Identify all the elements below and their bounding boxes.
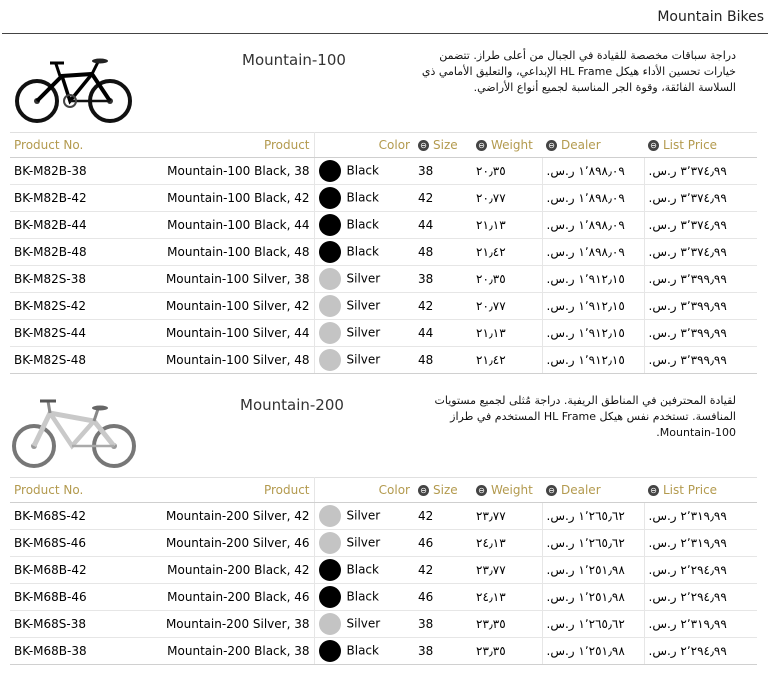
color-swatch [319, 160, 341, 182]
col-header-product-no[interactable]: Product No. [10, 133, 102, 158]
sort-icon[interactable]: ⊖ [476, 485, 487, 496]
product-cell: Mountain-200 Silver, 42 [102, 503, 314, 530]
color-label: Black [346, 244, 379, 259]
weight-cell: ٢٣٫٣٥ [472, 638, 542, 665]
product-no-cell: BK-M82S-48 [10, 347, 102, 374]
size-cell: 46 [414, 584, 472, 611]
color-swatch [319, 322, 341, 344]
sort-icon[interactable]: ⊖ [476, 140, 487, 151]
list-price-cell: ٣٬٣٩٩٫٩٩ ر.س.‏ [644, 347, 757, 374]
size-cell: 38 [414, 266, 472, 293]
col-header-color[interactable]: Color [314, 478, 414, 503]
list-price-cell: ٢٬٣١٩٫٩٩ ر.س.‏ [644, 503, 757, 530]
color-swatch [319, 559, 341, 581]
weight-cell: ٢٣٫٧٧ [472, 503, 542, 530]
weight-cell: ٢٠٫٧٧ [472, 293, 542, 320]
color-swatch [319, 586, 341, 608]
color-label: Silver [346, 325, 381, 340]
product-no-cell: BK-M82B-48 [10, 239, 102, 266]
color-swatch [319, 268, 341, 290]
product-no-cell: BK-M68S-42 [10, 503, 102, 530]
table-row[interactable] [10, 185, 757, 212]
size-cell: 38 [414, 158, 472, 185]
color-swatch [319, 532, 341, 554]
dealer-price-cell: ١٬٩١٢٫١٥ ر.س.‏ [542, 347, 644, 374]
dealer-price-cell: ١٬٨٩٨٫٠٩ ر.س.‏ [542, 239, 644, 266]
color-cell [314, 212, 414, 239]
col-header-label: Weight [491, 483, 533, 497]
product-cell: Mountain-200 Silver, 46 [102, 530, 314, 557]
product-no-cell: BK-M68S-38 [10, 611, 102, 638]
list-price-cell: ٣٬٣٧٤٫٩٩ ر.س.‏ [644, 239, 757, 266]
size-cell: 46 [414, 530, 472, 557]
col-header-label: Dealer [561, 138, 601, 152]
dealer-price-cell: ١٬٢٦٥٫٦٢ ر.س.‏ [542, 611, 644, 638]
products-table [10, 477, 757, 665]
weight-cell: ٢٤٫١٣ [472, 584, 542, 611]
col-header-label: List Price [663, 483, 718, 497]
title-divider [2, 33, 768, 34]
size-cell: 44 [414, 320, 472, 347]
color-label: Silver [346, 616, 381, 631]
size-cell: 42 [414, 185, 472, 212]
sort-icon[interactable]: ⊖ [648, 485, 659, 496]
color-cell [314, 557, 414, 584]
color-label: Black [346, 163, 379, 178]
weight-cell: ٢٣٫٧٧ [472, 557, 542, 584]
col-header-product[interactable]: Product [102, 133, 314, 158]
color-cell [314, 239, 414, 266]
col-header-dealer[interactable] [542, 133, 644, 158]
product-no-cell: BK-M68B-46 [10, 584, 102, 611]
product-no-cell: BK-M82S-44 [10, 320, 102, 347]
color-cell [314, 266, 414, 293]
color-cell [314, 347, 414, 374]
product-no-cell: BK-M68S-46 [10, 530, 102, 557]
table-row[interactable] [10, 530, 757, 557]
color-swatch [319, 640, 341, 662]
color-swatch [319, 349, 341, 371]
color-cell [314, 530, 414, 557]
product-no-cell: BK-M82B-38 [10, 158, 102, 185]
color-label: Silver [346, 352, 381, 367]
list-price-cell: ٣٬٣٧٤٫٩٩ ر.س.‏ [644, 185, 757, 212]
weight-cell: ٢٤٫١٣ [472, 530, 542, 557]
col-header-label: Dealer [561, 483, 601, 497]
col-header-weight[interactable] [472, 133, 542, 158]
product-cell: Mountain-100 Black, 38 [102, 158, 314, 185]
table-row[interactable] [10, 158, 757, 185]
model-description: لقيادة المحترفين في المناطق الريفية. دراجة مُثلى لجميع مستويات المنافسة. تستخدم نفس هيكل HL Frame المستخدم في طراز Mountain-100. [434, 394, 736, 439]
sort-icon[interactable]: ⊖ [418, 140, 429, 151]
dealer-price-cell: ١٬٢٥١٫٩٨ ر.س.‏ [542, 584, 644, 611]
model-description: دراجة سباقات مخصصة للقيادة في الجبال من أعلى طراز. تتضمن خيارات تحسين الأداء هيكل HL Frame الإبداعي، والتعليق الأمامي ذي السلاسة الفائقة، وقوة الجر المناسبة لجميع أنواع الأراضي. [421, 49, 736, 94]
weight-cell: ٢١٫١٣ [472, 320, 542, 347]
size-cell: 42 [414, 293, 472, 320]
sort-icon[interactable]: ⊖ [648, 140, 659, 151]
size-cell: 38 [414, 638, 472, 665]
color-label: Black [346, 217, 379, 232]
dealer-price-cell: ١٬٩١٢٫١٥ ر.س.‏ [542, 266, 644, 293]
list-price-cell: ٣٬٣٧٤٫٩٩ ر.س.‏ [644, 158, 757, 185]
product-no-cell: BK-M82B-42 [10, 185, 102, 212]
products-table [10, 132, 757, 374]
dealer-price-cell: ١٬٢٥١٫٩٨ ر.س.‏ [542, 638, 644, 665]
dealer-price-cell: ١٬٩١٢٫١٥ ر.س.‏ [542, 320, 644, 347]
color-cell [314, 584, 414, 611]
color-label: Black [346, 190, 379, 205]
product-cell: Mountain-200 Black, 38 [102, 638, 314, 665]
product-cell: Mountain-100 Silver, 48 [102, 347, 314, 374]
col-header-product-no[interactable]: Product No. [10, 478, 102, 503]
product-no-cell: BK-M82S-42 [10, 293, 102, 320]
color-label: Black [346, 589, 379, 604]
color-cell [314, 293, 414, 320]
model-name: Mountain-100 [242, 51, 346, 69]
size-cell: 42 [414, 503, 472, 530]
list-price-cell: ٣٬٣٩٩٫٩٩ ر.س.‏ [644, 266, 757, 293]
weight-cell: ٢٠٫٧٧ [472, 185, 542, 212]
product-cell: Mountain-100 Black, 44 [102, 212, 314, 239]
weight-cell: ٢٣٫٣٥ [472, 611, 542, 638]
table-row[interactable] [10, 320, 757, 347]
dealer-price-cell: ١٬٢٦٥٫٦٢ ر.س.‏ [542, 530, 644, 557]
list-price-cell: ٣٬٣٧٤٫٩٩ ر.س.‏ [644, 212, 757, 239]
product-cell: Mountain-100 Black, 42 [102, 185, 314, 212]
product-no-cell: BK-M82B-44 [10, 212, 102, 239]
color-cell [314, 158, 414, 185]
sort-icon[interactable]: ⊖ [546, 485, 557, 496]
product-cell: Mountain-100 Silver, 44 [102, 320, 314, 347]
table-row[interactable] [10, 266, 757, 293]
col-header-product[interactable]: Product [102, 478, 314, 503]
color-cell [314, 320, 414, 347]
silver-mountain-bike-icon [10, 391, 138, 471]
product-cell: Mountain-100 Silver, 38 [102, 266, 314, 293]
table-row[interactable] [10, 503, 757, 530]
dealer-price-cell: ١٬٨٩٨٫٠٩ ر.س.‏ [542, 212, 644, 239]
col-header-size[interactable] [414, 133, 472, 158]
col-header-label: Size [433, 138, 458, 152]
color-label: Silver [346, 535, 381, 550]
col-header-list-price[interactable] [644, 133, 757, 158]
size-cell: 42 [414, 557, 472, 584]
table-row[interactable] [10, 293, 757, 320]
page-title: Mountain Bikes [657, 9, 764, 25]
table-header-row [10, 478, 757, 503]
dealer-price-cell: ١٬٩١٢٫١٥ ر.س.‏ [542, 293, 644, 320]
table-header-row [10, 133, 757, 158]
list-price-cell: ٢٬٢٩٤٫٩٩ ر.س.‏ [644, 638, 757, 665]
color-swatch [319, 214, 341, 236]
color-label: Black [346, 562, 379, 577]
size-cell: 48 [414, 239, 472, 266]
table-row[interactable] [10, 557, 757, 584]
size-cell: 44 [414, 212, 472, 239]
color-swatch [319, 187, 341, 209]
col-header-label: Weight [491, 138, 533, 152]
product-cell: Mountain-200 Silver, 38 [102, 611, 314, 638]
sort-icon[interactable]: ⊖ [418, 485, 429, 496]
color-label: Silver [346, 271, 381, 286]
dealer-price-cell: ١٬٨٩٨٫٠٩ ر.س.‏ [542, 158, 644, 185]
table-row[interactable] [10, 347, 757, 374]
black-mountain-bike-icon [10, 46, 138, 126]
col-header-weight[interactable] [472, 478, 542, 503]
product-cell: Mountain-100 Silver, 42 [102, 293, 314, 320]
col-header-label: Size [433, 483, 458, 497]
table-row[interactable] [10, 212, 757, 239]
color-label: Silver [346, 508, 381, 523]
col-header-dealer[interactable] [542, 478, 644, 503]
size-cell: 48 [414, 347, 472, 374]
dealer-price-cell: ١٬٨٩٨٫٠٩ ر.س.‏ [542, 185, 644, 212]
dealer-price-cell: ١٬٢٥١٫٩٨ ر.س.‏ [542, 557, 644, 584]
color-swatch [319, 241, 341, 263]
product-no-cell: BK-M68B-38 [10, 638, 102, 665]
weight-cell: ٢١٫١٣ [472, 212, 542, 239]
weight-cell: ٢١٫٤٢ [472, 347, 542, 374]
size-cell: 38 [414, 611, 472, 638]
list-price-cell: ٣٬٣٩٩٫٩٩ ر.س.‏ [644, 320, 757, 347]
sort-icon[interactable]: ⊖ [546, 140, 557, 151]
col-header-list-price[interactable] [644, 478, 757, 503]
table-row[interactable] [10, 638, 757, 665]
color-label: Black [346, 643, 379, 658]
col-header-label: List Price [663, 138, 718, 152]
color-cell [314, 185, 414, 212]
weight-cell: ٢١٫٤٢ [472, 239, 542, 266]
color-cell [314, 638, 414, 665]
color-label: Silver [346, 298, 381, 313]
model-name: Mountain-200 [240, 396, 344, 414]
list-price-cell: ٣٬٣٩٩٫٩٩ ر.س.‏ [644, 293, 757, 320]
product-cell: Mountain-200 Black, 46 [102, 584, 314, 611]
color-swatch [319, 613, 341, 635]
product-cell: Mountain-100 Black, 48 [102, 239, 314, 266]
color-swatch [319, 505, 341, 527]
weight-cell: ٢٠٫٣٥ [472, 266, 542, 293]
list-price-cell: ٢٬٢٩٤٫٩٩ ر.س.‏ [644, 557, 757, 584]
product-no-cell: BK-M68B-42 [10, 557, 102, 584]
list-price-cell: ٢٬٣١٩٫٩٩ ر.س.‏ [644, 530, 757, 557]
col-header-size[interactable] [414, 478, 472, 503]
list-price-cell: ٢٬٢٩٤٫٩٩ ر.س.‏ [644, 584, 757, 611]
color-cell [314, 503, 414, 530]
table-row[interactable] [10, 239, 757, 266]
col-header-color[interactable]: Color [314, 133, 414, 158]
dealer-price-cell: ١٬٢٦٥٫٦٢ ر.س.‏ [542, 503, 644, 530]
product-no-cell: BK-M82S-38 [10, 266, 102, 293]
weight-cell: ٢٠٫٣٥ [472, 158, 542, 185]
color-swatch [319, 295, 341, 317]
list-price-cell: ٢٬٣١٩٫٩٩ ر.س.‏ [644, 611, 757, 638]
table-row[interactable] [10, 611, 757, 638]
color-cell [314, 611, 414, 638]
table-row[interactable] [10, 584, 757, 611]
product-cell: Mountain-200 Black, 42 [102, 557, 314, 584]
